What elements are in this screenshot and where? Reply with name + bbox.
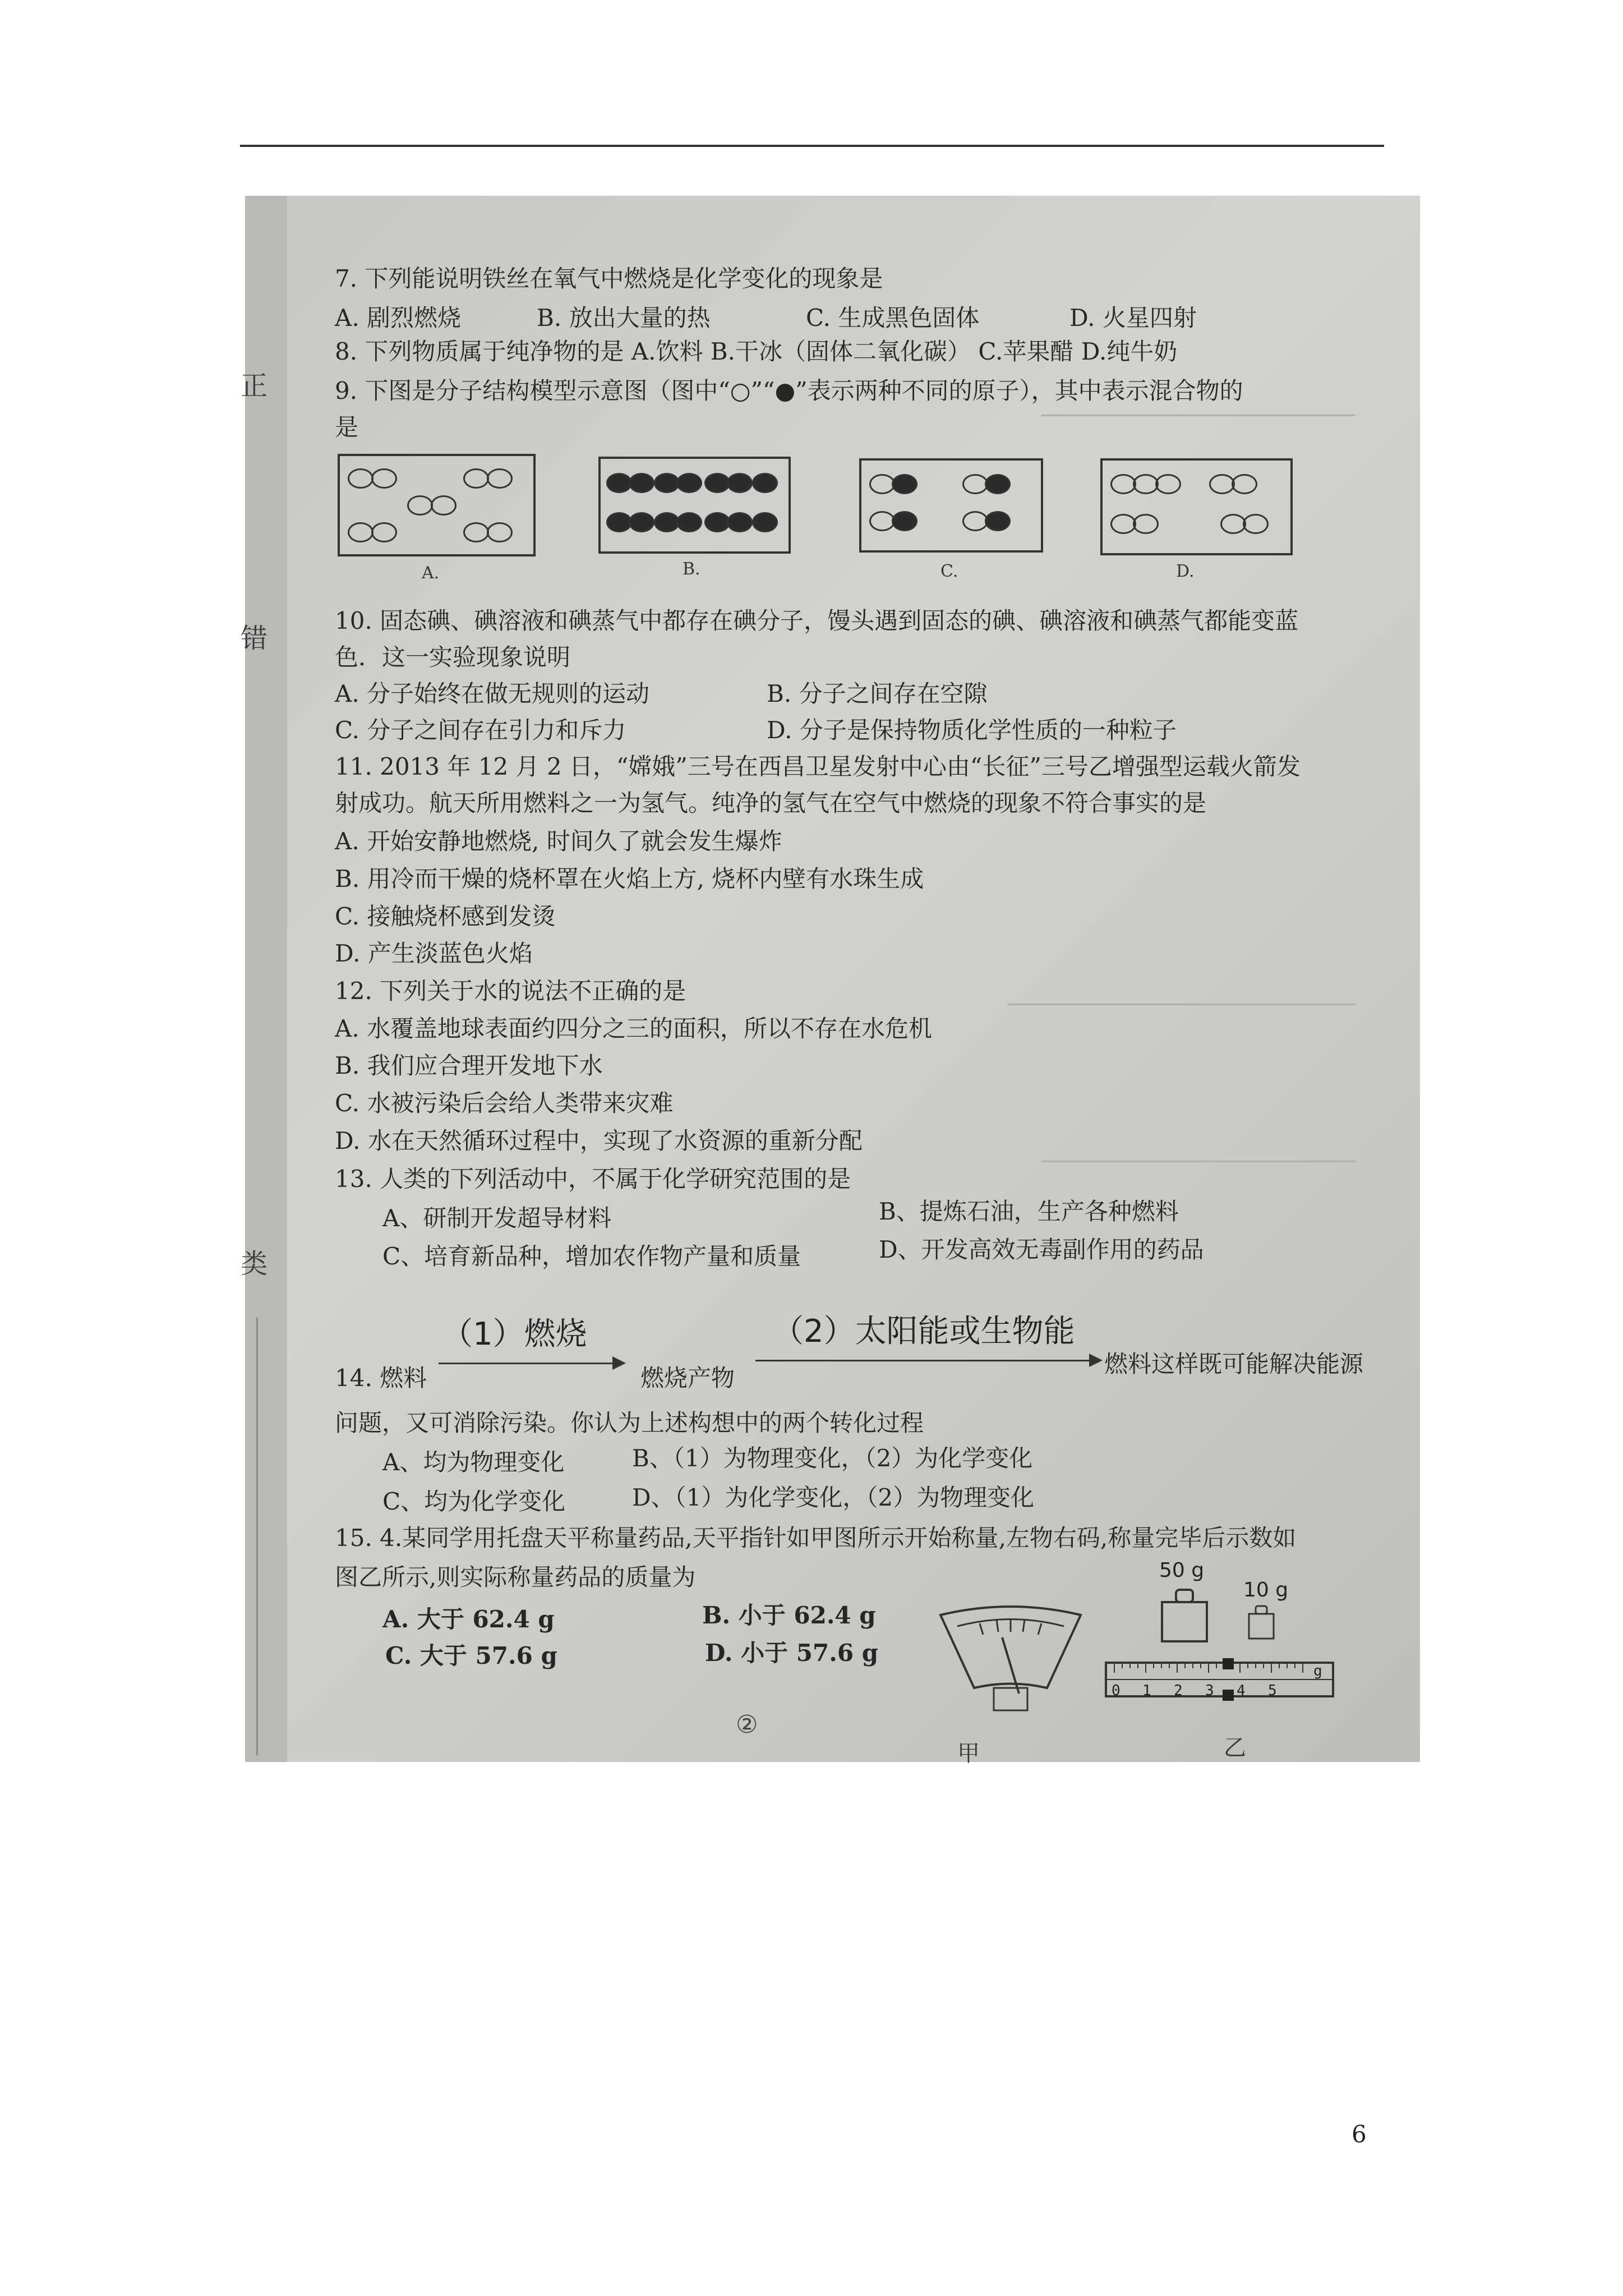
q14-option-c: C、均为化学变化: [382, 1488, 566, 1515]
q7-stem: 7. 下列能说明铁丝在氧气中燃烧是化学变化的现象是: [335, 265, 883, 292]
exam-photo: [241, 196, 1420, 1766]
q11-option-a: A. 开始安静地燃烧, 时间久了就会发生爆炸: [335, 827, 782, 855]
q15-option-c: C. 大于 57.6 g: [385, 1642, 557, 1669]
page-number: 6: [1352, 2120, 1367, 2148]
figure-label-jia: 甲: [957, 1741, 980, 1766]
molecule-label-c: C.: [940, 562, 958, 581]
q14-arrow1-line: [439, 1363, 615, 1364]
q7-option-d: D. 火星四射: [1069, 304, 1197, 332]
q7-option-b: B. 放出大量的热: [537, 304, 711, 332]
q14-step1-label: （1）燃烧: [441, 1316, 587, 1352]
margin-char-zheng: 正: [241, 370, 268, 402]
ruler-tick-1: 1: [1142, 1682, 1151, 1699]
weight-50g-label: 50 g: [1159, 1559, 1205, 1582]
q14-arrow2-head: [1089, 1354, 1103, 1367]
q13-option-c: C、培育新品种，增加农作物产量和质量: [382, 1243, 801, 1270]
q7-option-c: C. 生成黑色固体: [806, 304, 980, 332]
q14-stem-continued: 问题，又可消除污染。你认为上述构想中的两个转化过程: [335, 1409, 924, 1437]
q15-option-b: B. 小于 62.4 g: [702, 1602, 876, 1629]
molecule-label-b: B.: [683, 559, 700, 579]
q13-stem: 13. 人类的下列活动中，不属于化学研究范围的是: [335, 1165, 851, 1193]
q15-option-d: D. 小于 57.6 g: [705, 1639, 879, 1667]
q15-stem-continued: 图乙所示,则实际称量药品的质量为: [335, 1563, 696, 1591]
q10-option-c: C. 分子之间存在引力和斥力: [335, 716, 626, 744]
q14-option-a: A、均为物理变化: [382, 1448, 565, 1476]
q12-option-d: D. 水在天然循环过程中，实现了水资源的重新分配: [335, 1127, 863, 1154]
q7-option-a: A. 剧烈燃烧: [335, 304, 462, 332]
molecule-box-a: [338, 454, 536, 556]
q11-option-b: B. 用冷而干燥的烧杯罩在火焰上方, 烧杯内壁有水珠生成: [335, 865, 924, 892]
margin-binding-line: [256, 1318, 258, 1755]
molecule-box-c: [859, 458, 1043, 553]
q12-option-b: B. 我们应合理开发地下水: [335, 1052, 603, 1079]
molecule-box-b: [598, 457, 791, 554]
q10-option-d: D. 分子是保持物质化学性质的一种粒子: [767, 716, 1177, 744]
ruler-tick-0: 0: [1112, 1682, 1121, 1699]
molecule-label-a: A.: [422, 563, 440, 583]
header-rule: [240, 145, 1384, 147]
q10-option-b: B. 分子之间存在空隙: [767, 680, 988, 707]
molecule-label-d: D.: [1176, 562, 1195, 581]
q10-stem: 10. 固态碘、碘溶液和碘蒸气中都存在碘分子，馒头遇到固态的碘、碘溶液和碘蒸气都能变蓝: [335, 607, 1299, 634]
weight-10g-icon: [1243, 1604, 1288, 1649]
q10-stem-continued: 色．这一实验现象说明: [335, 643, 571, 671]
q8-stem: 8. 下列物质属于纯净物的是 A.饮料 B.干冰（固体二氧化碳） C.苹果醋 D.纯牛奶: [335, 338, 1178, 365]
ruler-tick-2: 2: [1174, 1682, 1183, 1699]
molecule-box-d: [1100, 458, 1293, 555]
figure-label-yi: 乙: [1224, 1735, 1246, 1761]
margin-char-lei: 类: [241, 1248, 268, 1280]
q14-option-d: D、（1）为化学变化，（2）为物理变化: [632, 1484, 1035, 1511]
q10-option-a: A. 分子始终在做无规则的运动: [335, 680, 650, 707]
q14-middle: 燃烧产物: [640, 1364, 735, 1392]
ruler-tick-3: 3: [1205, 1682, 1214, 1699]
q14-suffix: 燃料这样既可能解决能源: [1104, 1350, 1364, 1378]
ruler-unit: g: [1313, 1663, 1322, 1680]
q12-option-c: C. 水被污染后会给人类带来灾难: [335, 1089, 674, 1117]
q15-stem: 15. 4.某同学用托盘天平称量药品,天平指针如甲图所示开始称量,左物右码,称量完毕后示数如: [335, 1524, 1297, 1552]
weight-50g-icon: [1154, 1587, 1221, 1654]
q14-arrow1-head: [612, 1356, 626, 1370]
ruler-tick-4: 4: [1237, 1682, 1246, 1699]
balance-pointer-figure: [935, 1604, 1086, 1716]
q15-option-a: A. 大于 62.4 g: [382, 1605, 555, 1633]
ruler-tick-5: 5: [1268, 1682, 1277, 1699]
rider-scale-ruler: [1103, 1657, 1339, 1708]
q12-option-a: A. 水覆盖地球表面约四分之三的面积，所以不存在水危机: [335, 1015, 933, 1042]
q14-option-b: B、（1）为物理变化，（2）为化学变化: [632, 1444, 1033, 1472]
left-margin-strip: [245, 196, 287, 1762]
q11-stem: 11. 2013 年 12 月 2 日，“嫦娥”三号在西昌卫星发射中心由“长征”三号乙增强型运载火箭发: [335, 753, 1301, 780]
weight-10g-label: 10 g: [1243, 1579, 1289, 1602]
q11-option-c: C. 接触烧杯感到发烫: [335, 903, 556, 930]
q14-step2-label: （2）太阳能或生物能: [772, 1313, 1075, 1350]
q13-option-a: A、研制开发超导材料: [382, 1204, 612, 1232]
handwritten-page-mark: ②: [736, 1710, 758, 1739]
q12-stem: 12. 下列关于水的说法不正确的是: [335, 977, 686, 1005]
q13-option-d: D、开发高效无毒副作用的药品: [879, 1236, 1204, 1263]
q14-arrow2-line: [755, 1360, 1092, 1361]
q11-option-d: D. 产生淡蓝色火焰: [335, 940, 533, 967]
q9-stem-continued: 是: [335, 413, 359, 441]
q13-option-b: B、提炼石油，生产各种燃料: [879, 1198, 1179, 1225]
margin-char-cuo: 错: [241, 623, 268, 654]
q14-prefix: 14. 燃料: [335, 1364, 427, 1392]
q11-stem-continued: 射成功。航天所用燃料之一为氢气。纯净的氢气在空气中燃烧的现象不符合事实的是: [335, 789, 1207, 817]
q9-stem: 9. 下图是分子结构模型示意图（图中“○”“●”表示两种不同的原子），其中表示混合物的: [335, 377, 1243, 404]
